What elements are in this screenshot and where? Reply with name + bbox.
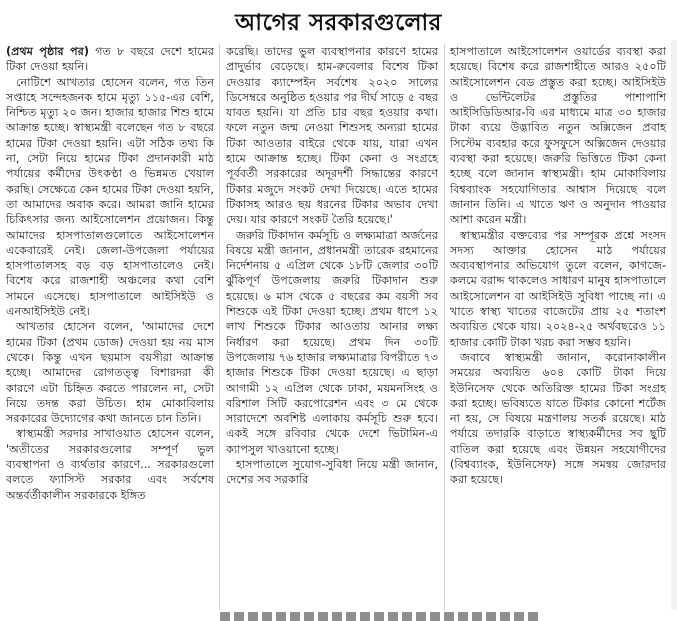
column-divider xyxy=(219,44,220,610)
continued-from-tag: (প্রথম পৃষ্ঠার পর) xyxy=(6,45,90,58)
paragraph: আখতার হোসেন বলেন, 'আমাদের দেশে হামের টিকা (প্রথম ডোজ) দেওয়া হয় নয় মাস থেকে। কিন্তু এখন ছয়মাস বয়সীরা আক্রান্ত হচ্ছে। আমাদের রোগতত্ত্ব বিশারদরা কী কারণে এটা চিহ্নিত করতে পারলেন না, সেটা নিয়ে তদন্ত করা উচিত। হাম মোকাবিলায় সরকারের উদ্যোগের কথা জানতে চান তিনি। xyxy=(6,320,214,426)
paragraph: হাসপাতালে আইসোলেশন ওয়ার্ডের ব্যবস্থা করা হয়েছে। বিশেষ করে রাজশাহীতে আরও ২৫০টি আইসোলেশন বেড প্রস্তুত করা হচ্ছে। আইসিইউ ও ভেন্টিলেটর প্রস্তুতির পাশাপাশি আইসিডিডিআর-বি এর মাধ্যমে মাত্র ৩০ হাজার টাকা ব্যয়ে উদ্ভাবিত নতুন অক্সিজেন প্রবাহ সিস্টেম ব্যবহার করে ফুসফুসে অক্সিজেন দেওয়ার ব্যবস্থা করা হয়েছে। জরুরি ভিত্তিতে টিকা কেনা হচ্ছে বলে জানান স্বাস্থ্যমন্ত্রী। হাম মোকাবিলায় বিশ্বব্যাংক সহযোগিতার আশ্বাস দিয়েছে বলে জানান তিনি। এ খাতে ঋণ ও অনুদান পাওয়ার আশা করেন মন্ত্রী। xyxy=(450,45,666,227)
article-column-1 xyxy=(6,44,214,610)
headline: আগের সরকারগুলোর xyxy=(235,9,442,36)
column-divider xyxy=(444,44,445,610)
article-column-2 xyxy=(226,44,438,610)
next-headline-cropped xyxy=(220,612,540,621)
paragraph xyxy=(6,44,214,75)
paragraph: জরুরি টিকাদান কর্মসূচি ও লক্ষ্যমাত্রা অর্জনের বিষয়ে মন্ত্রী জানান, প্রধানমন্ত্রী তারেক রহমানের নির্দেশনায় ৫ এপ্রিল থেকে ১৮টি জেলার ৩০টি ঝুঁকিপূর্ণ উপজেলায় জরুরি টিকাদান শুরু হয়েছে। ৬ মাস থেকে ৫ বছরের কম বয়সী সব শিশুকে এই টিকা দেওয়া হচ্ছে। প্রথম ধাপে ১২ লাখ শিশুকে টিকার আওতায় আনার লক্ষ্য নির্ধারণ করা হয়েছে। প্রথম দিন ৩০টি উপজেলায় ৭৬ হাজার লক্ষ্যমাত্রার বিপরীতে ৭৩ হাজার শিশুকে টিকা দেওয়া হয়েছে। এ ছাড়া আগামী ১২ এপ্রিল থেকে ঢাকা, ময়মনসিংহ ও বরিশাল সিটি করপোরেশন এবং ৩ মে থেকে সারাদেশে অবশিষ্ট এলাকায় কর্মসূচি শুরু হবে। একই সঙ্গে রবিবার থেকে দেশে ভিটামিন-এ ক্যাপসুল খাওয়ানো হচ্ছে। xyxy=(226,228,438,456)
paragraph: হাসপাতালে সুযোগ-সুবিধা নিয়ে মন্ত্রী জানান, দেশের সব সরকারি xyxy=(226,458,438,487)
page-edge xyxy=(671,40,677,610)
paragraph: জবাবে স্বাস্থ্যমন্ত্রী জানান, করোনাকালীন সময়ের অব্যয়িত ৬০৪ কোটি টাকা দিয়ে ইউনিসেফ থেকে অতিরিক্ত হামের টিকা সংগ্রহ করা হচ্ছে। ভবিষ্যতে যাতে টিকার কোনো শর্টেজ না হয়, সে বিষয়ে মন্ত্রণালয় সতর্ক রয়েছে। মাঠ পর্যায়ে তদারকি বাড়াতে স্বাস্থ্যকর্মীদের সব ছুটি বাতিল করা হয়েছে এবং উন্নয়ন সহযোগীদের (বিশ্বব্যাংক, ইউনিসেফ) সঙ্গে সমন্বয় জোরদার করা হয়েছে। xyxy=(450,350,666,487)
paragraph: স্বাস্থ্যমন্ত্রী সরদার সাখাওয়াত হোসেন বলেন, 'অতীতের সরকারগুলোর সম্পূর্ণ ভুল ব্যবস্থাপনা ও ব্যর্থতার কারণে... সরকারগুলো বলতে ফ্যাসিস্ট সরকার এবং সর্বশেষ অন্তর্বর্তীকালীন সরকারকে ইঙ্গিত xyxy=(6,427,214,502)
paragraph: স্বাস্থ্যমন্ত্রীর বক্তব্যের পর সম্পূরক প্রশ্নে সংসদ সদস্য আক্তার হোসেন মাঠ পর্যায়ের অব্যবস্থাপনার অভিযোগ তুলে বলেন, কাগজে-কলমে বরাদ্দ থাকলেও সাধারণ মানুষ হাসপাতালে আইসোলেশন বা আইসিইউ সুবিধা পাচ্ছে না। এ খাতে স্বাস্থ্য খাতের বাজেটের প্রায় ২৫ শতাংশ অব্যয়িত থেকে যায়। ২০২৪-২৫ অর্থবছরেও ১১ হাজার কোটি টাকা খরচ করা সম্ভব হয়নি। xyxy=(450,228,666,349)
paragraph: করেছি। তাদের ভুল ব্যবস্থাপনার কারণে হামের প্রাদুর্ভাব বেড়েছে। হাম-রুবেলার বিশেষ টিকা দেওয়ার ক্যাম্পেইন সর্বশেষ ২০২০ সালের ডিসেম্বরে অনুষ্ঠিত হওয়ার পর দীর্ঘ সাড়ে ৫ বছর যাবত হয়নি। যা প্রতি চার বছর হওয়ার কথা। ফলে নতুন জন্ম নেওয়া শিশুসহ অন্যরা হামের টিকা আওতার বাইরে থেকে যায়, যারা এখন হামে আক্রান্ত হচ্ছে। টিকা কেনা ও সংগ্রহে পূর্ববর্তী সরকারের অদূরদর্শী সিদ্ধান্তের কারণে টিকার মজুদে সংকট দেখা দিয়েছে। এতে হামের টিকাসহ আরও ছয় ধরনের টিকার অভাব দেখা দেয়। যার কারণে সংকট তৈরি হয়েছে।' xyxy=(226,45,438,227)
paragraph: নোটিশে আখতার হোসেন বলেন, গত তিন সপ্তাহে সন্দেহজনক হামে মৃত্যু ১১৫-এর বেশি, নিশ্চিত মৃত্যু ২০ জন। হাজার হাজার শিশু হামে আক্রান্ত হচ্ছে। স্বাস্থ্যমন্ত্রী বলেছেন গত ৮ বছরে হামের টিকা দেওয়া হয়নি। এটা সঠিক তথ্য কি না, সেটা নিয়ে হামের টিকা প্রদানকারী মাঠ পর্যায়ের কর্মীদের উৎকণ্ঠা ও ভিন্নমত খেয়াল করছি। সেক্ষেত্রে কেন হামের টিকা দেওয়া হয়নি, তা আমাদের অবাক করে। আমরা জানি হামের চিকিৎসার জন্য আইসোলেশন প্রয়োজন। কিন্তু আমাদের হাসপাতালগুলোতে আইসোলেশন একেবারেই নেই। জেলা-উপজেলা পর্যায়ের হাসপাতালসহ বড় বড় হাসপাতালেও নেই। বিশেষ করে রাজশাহী অঞ্চলের কথা বেশি সামনে এসেছে। হাসপাতালে আইসিইউ ও এনআইসিইউ নেই। xyxy=(6,75,214,319)
paragraph-text: গত ৮ বছরে দেশে হামের টিকা দেওয়া হয়নি। xyxy=(6,45,214,74)
article-column-3 xyxy=(450,44,666,610)
